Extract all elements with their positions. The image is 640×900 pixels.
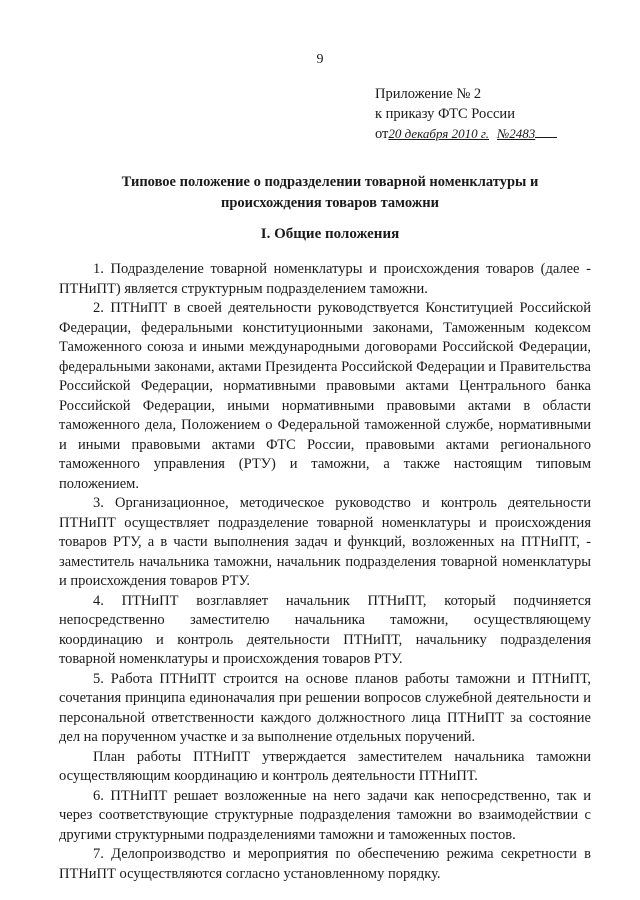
appendix-order-number: №2483	[496, 126, 536, 141]
paragraph-4: 4. ПТНиПТ возглавляет начальник ПТНиПТ, который подчиняется непосредственно заместителю начальника таможни, осуществляющему координацию и контроль деятельности ПТНиПТ, начальнику подразделения товарной номенклатуры и происхождения товаров РТУ.	[59, 592, 591, 667]
paragraph-7: 7. Делопроизводство и мероприятия по обеспечению режима секретности в ПТНиПТ осуществляются согласно установленному порядку.	[59, 846, 591, 882]
appendix-date: 20 декабря 2010 г.	[388, 126, 489, 141]
paragraph-2: 2. ПТНиПТ в своей деятельности руководствуется Конституцией Российской Федерации, федеральными конституционными законами, Таможенным кодексом Таможенного союза и иными международными договорами Российской Федерации, федеральными законами, актами Президента Российской Федерации и Правительства Российской Федерации, нормативными правовыми актами Центрального банка Российской Федерации, иными нормативными правовыми актами в области таможенного дела, Положением о Федеральной таможенной службе, нормативными и иными правовыми актами ФТС России, правовыми актами регионального таможенного управления (РТУ) и таможни, а также настоящим типовым положением.	[59, 300, 591, 492]
section-heading: I. Общие положения	[260, 226, 400, 242]
paragraph-6: 6. ПТНиПТ решает возложенные на него задачи как непосредственно, так и через соответствующие структурные подразделения таможни во взаимодействии с другими структурными подразделениями таможни и таможенных постов.	[59, 787, 591, 843]
document-title	[80, 172, 580, 214]
appendix-number-underline	[535, 125, 557, 138]
document-title-line-1: Типовое положение о подразделении товарной номенклатуры и	[121, 174, 539, 190]
paragraph-5: 5. Работа ПТНиПТ строится на основе планов работы таможни и ПТНиПТ, сочетания принципа единоначалия при решении вопросов служебной деятельности и персональной ответственности каждого должностного лица ПТНиПТ за состояние дел на порученном участке и за выполнение отдельных поручений.	[59, 670, 591, 745]
page-number: 9	[316, 52, 324, 67]
appendix-date-prefix: от	[375, 126, 389, 142]
paragraph-3: 3. Организационное, методическое руководство и контроль деятельности ПТНиПТ осуществляет подразделение товарной номенклатуры и происхождения товаров РТУ, а в части выполнения задач и функций, возложенных на ПТНиПТ, - заместитель начальника таможни, начальник подразделения товарной номенклатуры и происхождения товаров РТУ.	[59, 495, 591, 589]
appendix-date-line	[375, 124, 557, 144]
paragraph-1: 1. Подразделение товарной номенклатуры и происхождения товаров (далее - ПТНиПТ) является структурным подразделением таможни.	[59, 261, 591, 297]
paragraph-5-plan: План работы ПТНиПТ утверждается заместителем начальника таможни осуществляющим координацию и контроль деятельности ПТНиПТ.	[59, 748, 591, 784]
document-body	[59, 260, 591, 884]
appendix-order-reference: к приказу ФТС России	[375, 106, 515, 122]
appendix-block	[375, 84, 557, 144]
appendix-title: Приложение № 2	[375, 86, 482, 102]
document-title-line-2: происхождения товаров таможни	[221, 195, 439, 211]
